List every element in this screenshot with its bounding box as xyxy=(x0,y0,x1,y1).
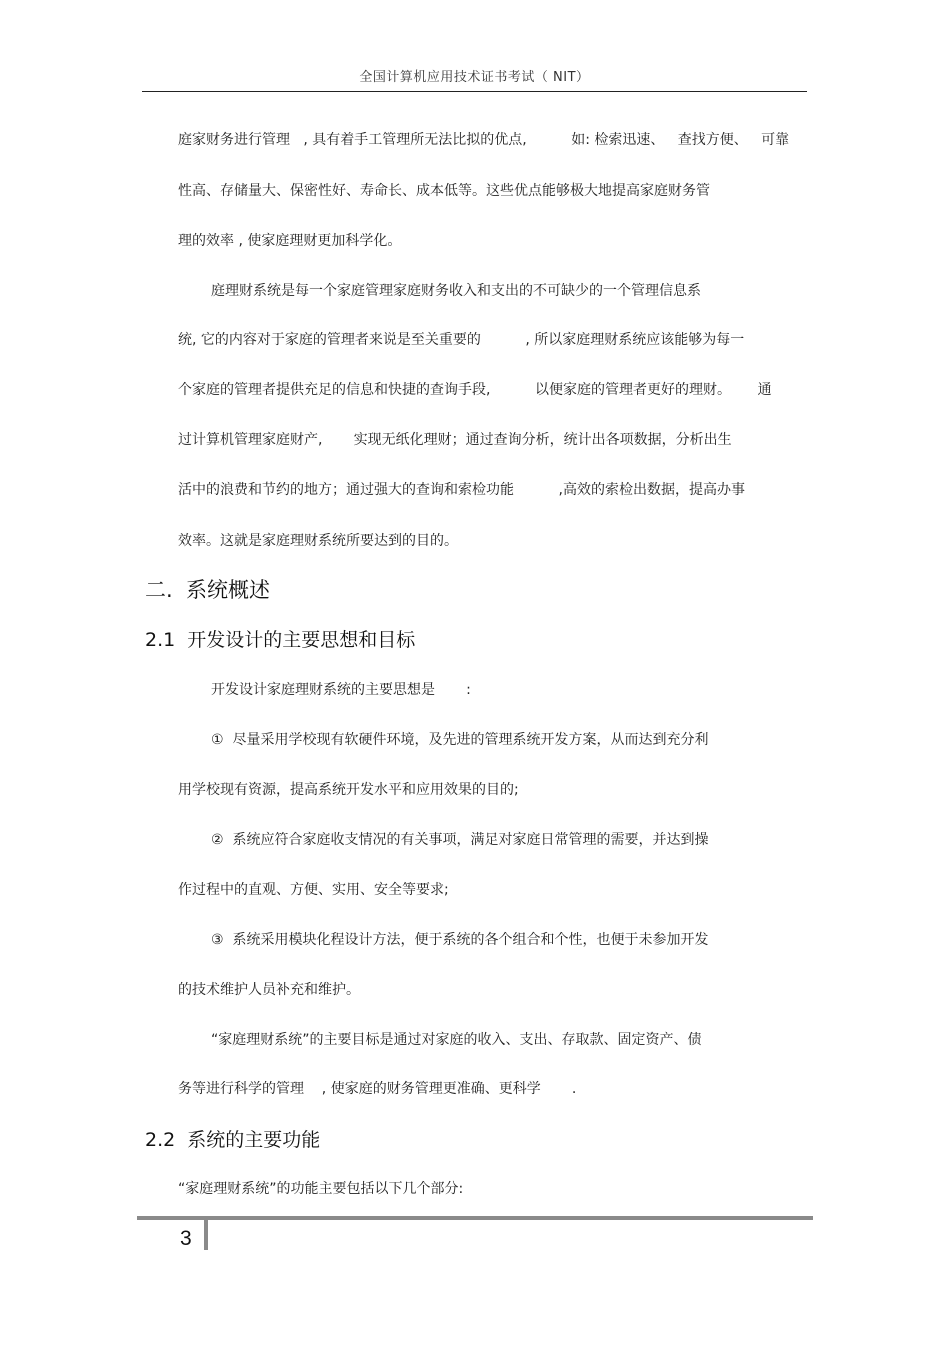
text-line: 开发设计家庭理财系统的主要思想是 : xyxy=(211,682,471,698)
text-line: 统, 它的内容对于家庭的管理者来说是至关重要的 , 所以家庭理财系统应该能够为每一 xyxy=(178,332,745,348)
footer-vertical-bar xyxy=(204,1216,208,1250)
text-line: 庭家财务进行管理 , 具有着手工管理所无法比拟的优点, 如: 检索迅速、 查找方便、 可靠 xyxy=(178,132,790,148)
text-line: 的技术维护人员补充和维护。 xyxy=(178,982,360,998)
text-line: “家庭理财系统”的主要目标是通过对家庭的收入、支出、存取款、固定资产、债 xyxy=(211,1032,702,1048)
section-heading-2-1: 2.1 开发设计的主要思想和目标 xyxy=(145,629,416,651)
text-line: “家庭理财系统”的功能主要包括以下几个部分: xyxy=(178,1181,464,1197)
list-item: ② 系统应符合家庭收支情况的有关事项，满足对家庭日常管理的需要，并达到操 xyxy=(211,832,709,848)
list-item: ③ 系统采用模块化程设计方法，便于系统的各个组合和个性，也便于未参加开发 xyxy=(211,932,709,948)
text-line: 理的效率 , 使家庭理财更加科学化。 xyxy=(178,233,402,249)
section-heading-2-2: 2.2 系统的主要功能 xyxy=(145,1129,321,1151)
page-number: 3 xyxy=(180,1227,192,1250)
footer-divider xyxy=(137,1216,813,1220)
text-line: 效率。这就是家庭理财系统所要达到的目的。 xyxy=(178,533,458,549)
section-heading-2: 二. 系统概述 xyxy=(145,578,271,602)
text-line: 性高、存储量大、保密性好、寿命长、成本低等。这些优点能够极大地提高家庭财务管 xyxy=(178,183,710,199)
text-line: 作过程中的直观、方便、实用、安全等要求; xyxy=(178,882,449,898)
list-item: ① 尽量采用学校现有软硬件环境，及先进的管理系统开发方案，从而达到充分利 xyxy=(211,732,709,748)
text-line: 个家庭的管理者提供充足的信息和快捷的查询手段, 以便家庭的管理者更好的理财。 通 xyxy=(178,382,772,398)
text-line: 过计算机管理家庭财产, 实现无纸化理财；通过查询分析，统计出各项数据，分析出生 xyxy=(178,432,732,448)
header-title: 全国计算机应用技术证书考试（ NIT） xyxy=(359,70,590,85)
header-divider xyxy=(142,91,807,92)
text-line: 用学校现有资源，提高系统开发水平和应用效果的目的; xyxy=(178,782,519,798)
text-line: 活中的浪费和节约的地方；通过强大的查询和索检功能 ,高效的索检出数据，提高办事 xyxy=(178,482,745,498)
text-line: 庭理财系统是每一个家庭管理家庭财务收入和支出的不可缺少的一个管理信息系 xyxy=(211,283,701,299)
text-line: 务等进行科学的管理 , 使家庭的财务管理更准确、更科学 . xyxy=(178,1081,577,1097)
